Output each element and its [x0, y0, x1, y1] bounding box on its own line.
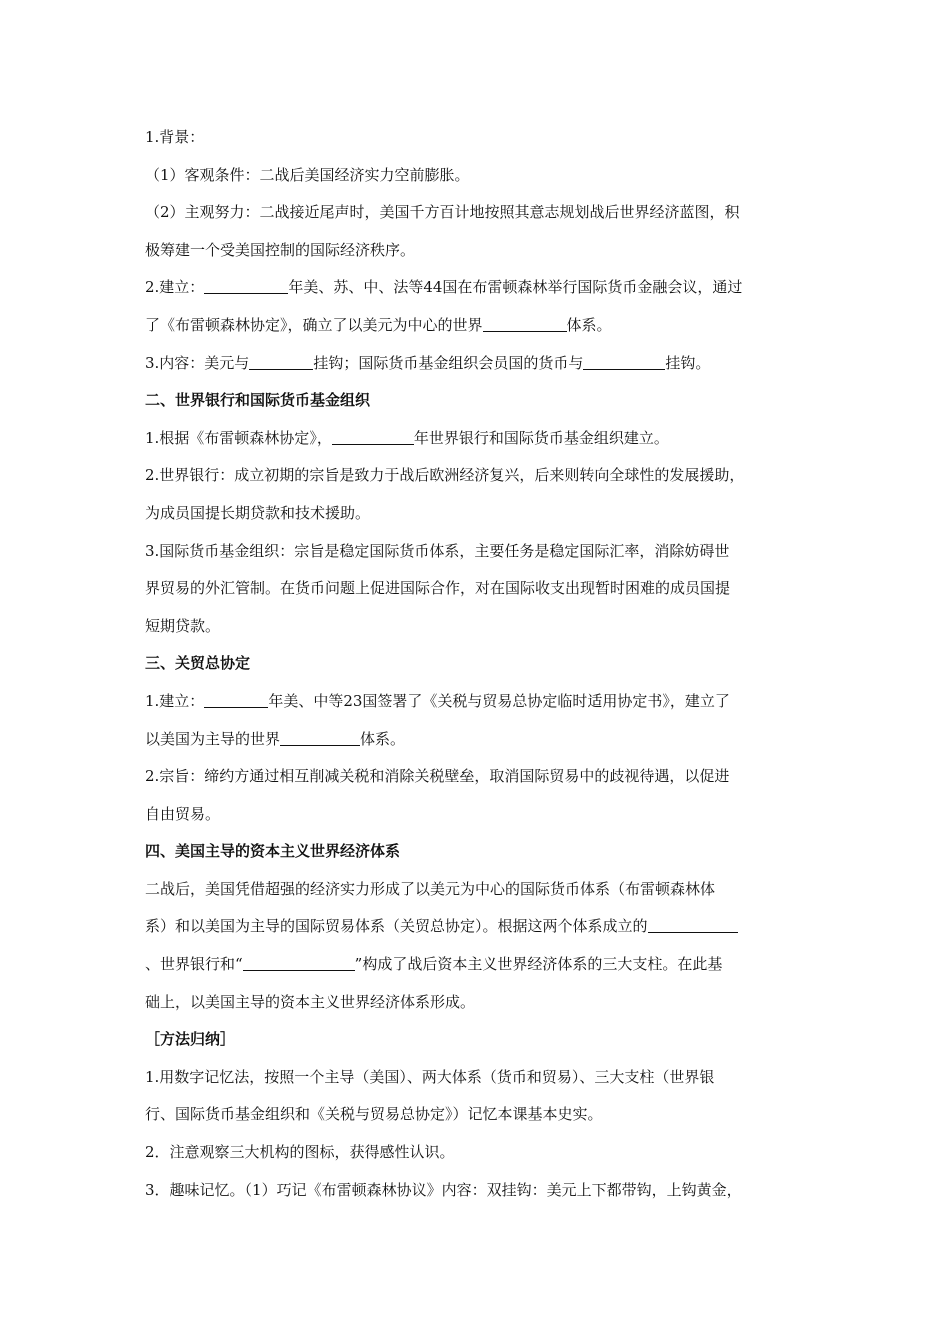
sec3-line: 以美国为主导的世界 体系。: [145, 729, 406, 748]
fill-blank[interactable]: [243, 953, 355, 971]
sec2-line: 2.世界银行：成立初期的宗旨是致力于战后欧洲经济复兴，后来则转向全球性的发展援助，: [145, 466, 745, 485]
bg-objective: （1）客观条件：二战后美国经济实力空前膨胀。: [145, 165, 470, 184]
document-page: [145, 119, 825, 1209]
section-heading-2: 二、世界银行和国际货币基金组织: [145, 391, 371, 410]
fill-blank[interactable]: [332, 427, 414, 445]
fill-blank[interactable]: [249, 352, 313, 370]
sec2-line: 界贸易的外汇管制。在货币问题上促进国际合作，对在国际收支出现暂时困难的成员国提: [145, 579, 731, 598]
method-line: 3．趣味记忆。（1）巧记《布雷顿森林协议》内容：双挂钩：美元上下都带钩，上钩黄金，: [145, 1180, 742, 1199]
section-heading-4: 四、美国主导的资本主义世界经济体系: [145, 842, 401, 861]
sec4-line: 、世界银行和“ ”构成了战后资本主义世界经济体系的三大支柱。在此基: [145, 955, 723, 974]
bg-title: 1.背景：: [145, 128, 205, 146]
sec3-line: 1.建立： 年美、中等23国签署了《关税与贸易总协定临时适用协定书》，建立了: [145, 691, 730, 710]
sec2-line: 为成员国提长期贷款和技术援助。: [145, 503, 371, 522]
method-heading: ［方法归纳］: [145, 1030, 236, 1049]
sec4-line: 系）和以美国为主导的国际贸易体系（关贸总协定）。根据这两个体系成立的: [145, 908, 825, 946]
content-line: 3.内容：美元与 挂钩；国际货币基金组织会员国的货币与 挂钩。: [145, 353, 711, 372]
establish-line: 2.建立： 年美、苏、中、法等44国在布雷顿森林举行国际货币金融会议，通过: [145, 278, 743, 297]
sec3-line: 2.宗旨：缔约方通过相互削减关税和消除关税壁垒，取消国际贸易中的歧视待遇，以促进: [145, 767, 730, 786]
fill-blank[interactable]: [483, 314, 567, 332]
fill-blank[interactable]: [648, 915, 738, 933]
sec4-line: 二战后，美国凭借超强的经济实力形成了以美元为中心的国际货币体系（布雷顿森林体: [145, 879, 716, 898]
section-heading-3: 三、关贸总协定: [145, 654, 251, 673]
sec2-line: 短期贷款。: [145, 616, 221, 635]
fill-blank[interactable]: [280, 728, 360, 746]
method-line: 行、国际货币基金组织和《关税与贸易总协定》）记忆本课基本史实。: [145, 1105, 603, 1124]
sec2-line: 3.国际货币基金组织：宗旨是稳定国际货币体系，主要任务是稳定国际汇率，消除妨碍世: [145, 541, 730, 560]
sec4-line: 础上，以美国主导的资本主义世界经济体系形成。: [145, 992, 476, 1011]
method-line: 1.用数字记忆法，按照一个主导（美国）、两大体系（货币和贸易）、三大支柱（世界银: [145, 1067, 715, 1086]
bg-subjective-cont: 极筹建一个受美国控制的国际经济秩序。: [145, 240, 416, 259]
sec2-line: 1.根据《布雷顿森林协定》， 年世界银行和国际货币基金组织建立。: [145, 428, 669, 447]
fill-blank[interactable]: [204, 276, 288, 294]
fill-blank[interactable]: [583, 352, 665, 370]
sec3-line: 自由贸易。: [145, 804, 221, 823]
establish-line-cont: 了《布雷顿森林协定》，确立了以美元为中心的世界 体系。: [145, 315, 612, 334]
bg-subjective: （2）主观努力：二战接近尾声时，美国千方百计地按照其意志规划战后世界经济蓝图，积: [145, 203, 740, 222]
method-line: 2．注意观察三大机构的图标，获得感性认识。: [145, 1143, 455, 1162]
fill-blank[interactable]: [204, 690, 268, 708]
